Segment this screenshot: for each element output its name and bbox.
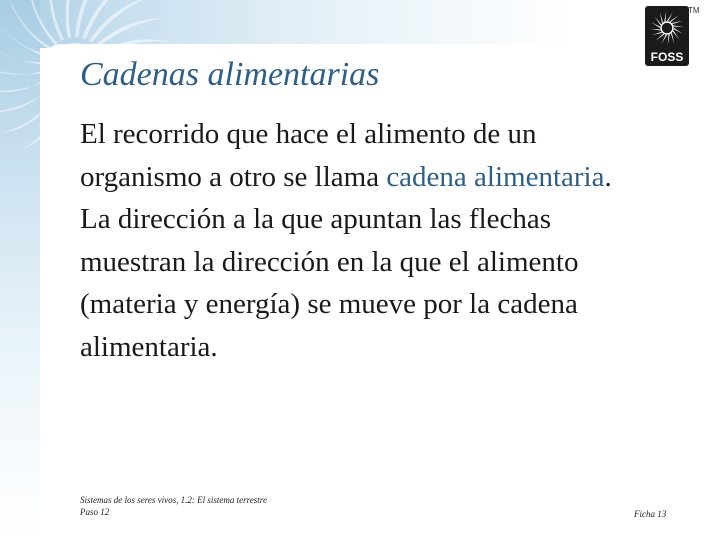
sun-ray	[0, 12, 49, 58]
footer-step: Paso 12	[80, 507, 110, 517]
sun-ray	[82, 0, 128, 39]
trademark-mark: TM	[688, 6, 700, 15]
body-text-part-1: El recorrido que hace el alimento de un organismo a otro se llama	[80, 118, 537, 193]
slide-number: Ficha 13	[634, 509, 667, 519]
sun-ray	[49, 0, 64, 41]
footer-source	[80, 494, 267, 518]
body-text-part-2: . La dirección a la que apuntan las flechas muestran la dirección en la que el alimento (materia y energía) se mueve por la cadena alimentaria.	[80, 160, 612, 363]
highlight-term: cadena alimentaria	[386, 160, 605, 193]
sun-ray	[7, 0, 53, 51]
logo-text: FOSS	[650, 50, 684, 64]
foss-logo	[645, 6, 689, 66]
slide-body	[80, 113, 640, 368]
sun-ray	[28, 0, 57, 45]
slide-title: Cadenas alimentarias	[80, 56, 380, 93]
footer-course: Sistemas de los seres vivos, 1.2: El sistema terrestre	[80, 495, 267, 505]
